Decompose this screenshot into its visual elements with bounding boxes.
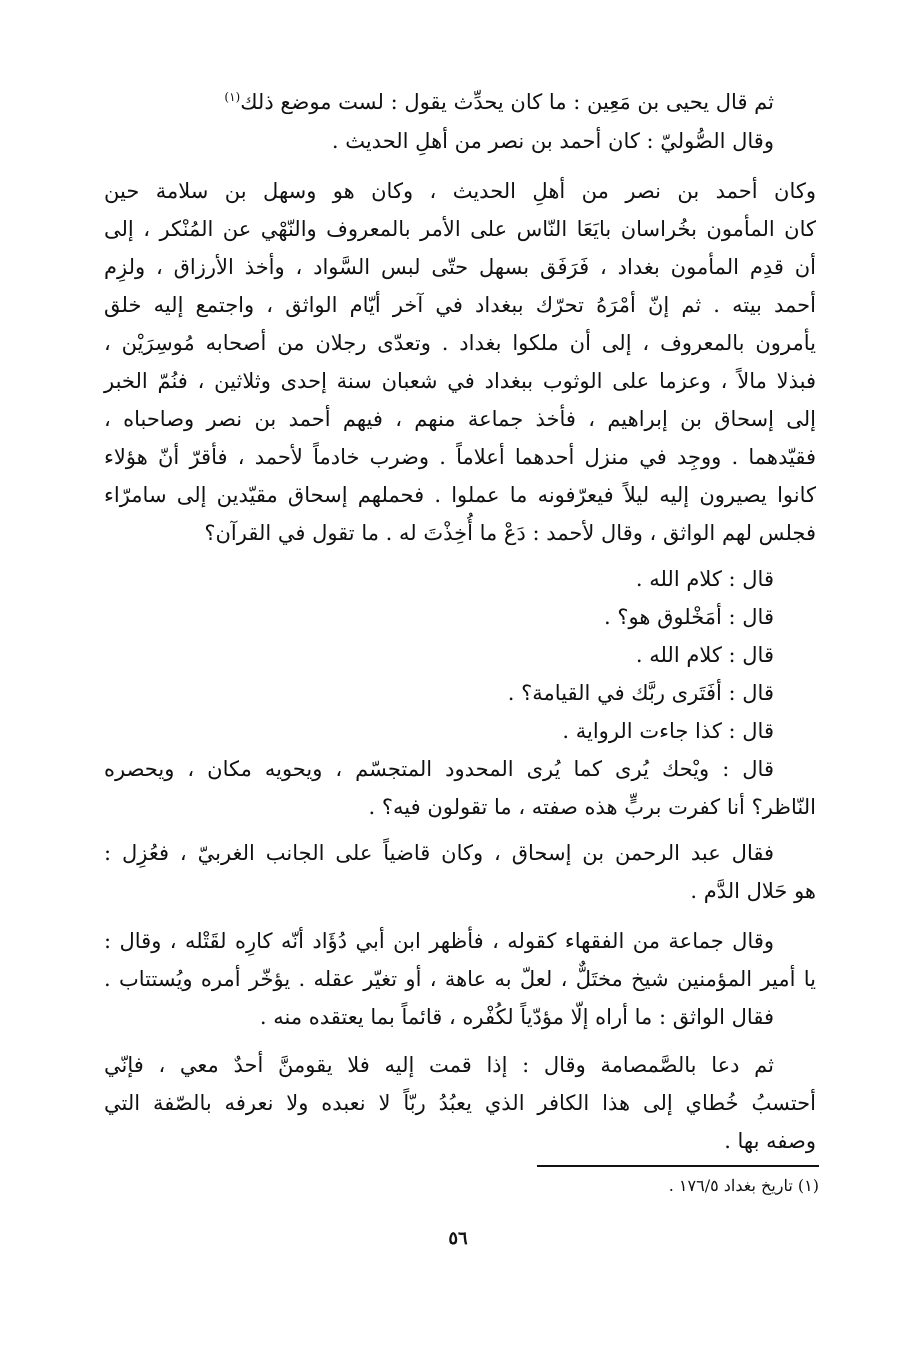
text-line: وكان أحمد بن نصر من أهلِ الحديث ، وكان هو وسهل بن سلامة حين (104, 179, 816, 203)
text-line: النّاظر؟ أنا كفرت بربٍّ هذه صفته ، ما تقولون فيه؟ . (368, 795, 816, 819)
text-line: أحمد بيته . ثم إنّ أمْرَهُ تحرّك ببغداد في آخر أيّام الواثق ، واجتمع إليه خلق (104, 293, 816, 317)
dialogue-line: قال : ويْحك يُرى كما يُرى المحدود المتجسّم ، ويحويه مكان ، ويحصره (104, 757, 774, 781)
text-line: فقال الواثق : ما أراه إلّا مؤدّياً لكُفْره ، قائماً بما يعتقده منه . (259, 1005, 774, 1029)
text-line: فقيّدهما . ووجِد في منزل أحدهما أعلاماً . وضرب خادماً لأحمد ، فأقرّ أنّ هؤلاء (104, 445, 816, 469)
text-line: وقال جماعة من الفقهاء كقوله ، فأظهر ابن أبي دُؤَاد أنّه كارِه لقَتْله ، وقال : (104, 929, 774, 953)
dialogue-line: قال : أفَتَرى ربَّك في القيامة؟ . (507, 681, 774, 705)
text-line-content: ثم قال يحيى بن مَعِين : ما كان يحدِّث يقول : لست موضع ذلك (240, 90, 774, 114)
text-line: إلى إسحاق بن إبراهيم ، فأخذ جماعة منهم ، فيهم أحمد بن نصر وصاحباه ، (104, 407, 816, 431)
text-line: كان المأمون بخُراسان بايَعَا النّاس على الأمر بالمعروف والنّهْي عن المُنْكر ، إلى (104, 217, 816, 241)
text-line: ثم دعا بالصَّمصامة وقال : إذا قمت إليه فلا يقومنَّ أحدٌ معي ، فإنّي (104, 1053, 774, 1077)
text-line: فبذلا مالاً ، وعزما على الوثوب ببغداد في شعبان سنة إحدى وثلاثين ، فنُمّ الخبر (104, 369, 816, 393)
dialogue-line: قال : أمَخْلوق هو؟ . (604, 605, 774, 629)
text-line: أن قدِم المأمون بغداد ، فَرَفَق بسهل حتّى لبس السَّواد ، وأخذ الأرزاق ، ولزِم (104, 255, 816, 279)
text-line: وصفه بها . (724, 1129, 816, 1153)
dialogue-line: قال : كلام الله . (635, 643, 774, 667)
footnote-divider (537, 1165, 819, 1167)
text-line (224, 78, 774, 121)
text-line: يا أمير المؤمنين شيخ مختَلٌّ ، لعلّ به عاهة ، أو تغيّر عقله . يؤخّر أمره ويُستتاب . (104, 967, 816, 991)
footnote: (١) تاريخ بغداد ١٧٦/٥ . (668, 1176, 819, 1195)
text-line: كانوا يصيرون إليه ليلاً فيعرّفونه ما عملوا . فحملهم إسحاق مقيّدين إلى سامرّاء (104, 483, 816, 507)
text-line: فجلس لهم الواثق ، وقال لأحمد : دَعْ ما أُخِذْتَ له . ما تقول في القرآن؟ (204, 521, 816, 545)
text-line: أحتسبُ خُطاي إلى هذا الكافر الذي يعبُدُ ربّاً لا نعبده ولا نعرفه بالصّفة التي (104, 1091, 816, 1115)
dialogue-line: قال : كلام الله . (635, 567, 774, 591)
text-line: وقال الصُّوليّ : كان أحمد بن نصر من أهلِ الحديث . (331, 129, 774, 153)
text-line: فقال عبد الرحمن بن إسحاق ، وكان قاضياً على الجانب الغربيّ ، فعُزِل : (104, 841, 774, 865)
text-line: هو حَلال الدَّم . (690, 879, 816, 903)
footnote-marker: (١) (224, 90, 241, 104)
page-number: ٥٦ (448, 1228, 468, 1249)
text-line: يأمرون بالمعروف ، إلى أن ملكوا بغداد . وتعدّى رجلان من أصحابه مُوسِرَيْن ، (104, 331, 816, 355)
dialogue-line: قال : كذا جاءت الرواية . (562, 719, 774, 743)
